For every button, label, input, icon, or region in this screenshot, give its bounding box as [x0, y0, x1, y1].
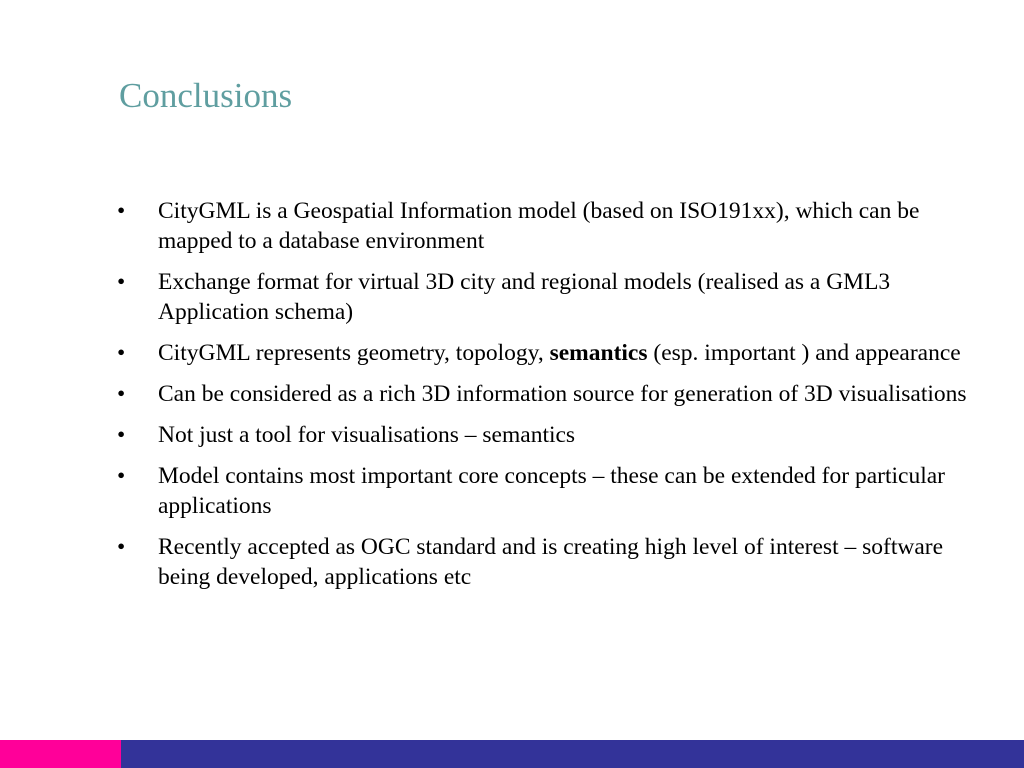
bullet-icon: • [117, 422, 126, 448]
bullet-text-part: Exchange format for virtual 3D city and regional models (realised as a GML3 Application schema) [158, 269, 891, 325]
bullet-icon: • [117, 340, 126, 366]
bullet-text-part: Can be considered as a rich 3D information source for generation of 3D visualisations [158, 381, 967, 407]
bullet-emphasis: semantics [549, 340, 648, 366]
bullet-text [158, 381, 967, 407]
slide-title: Conclusions [119, 76, 293, 115]
bullet-item [117, 461, 977, 521]
bullet-text [158, 422, 575, 448]
bullet-text-part: Not just a tool for visualisations – semantics [158, 422, 576, 448]
footer-bar [0, 740, 1024, 768]
bullet-text [158, 534, 943, 590]
bullet-icon: • [117, 381, 126, 407]
footer-accent-block [0, 740, 121, 768]
bullet-icon: • [117, 534, 126, 560]
bullet-text-part: Model contains most important core concepts – these can be extended for particular applications [158, 463, 945, 519]
bullet-text-part: (esp. important ) and appearance [647, 340, 961, 366]
bullet-item [117, 267, 977, 327]
bullet-icon: • [117, 198, 126, 224]
bullet-text-part: CityGML represents geometry, topology, [158, 340, 550, 366]
bullet-list [117, 196, 977, 603]
bullet-text [158, 198, 919, 254]
bullet-text-part: Recently accepted as OGC standard and is creating high level of interest – software being developed, applications etc [158, 534, 944, 590]
bullet-item [117, 420, 977, 450]
bullet-icon: • [117, 269, 126, 295]
bullet-text [158, 463, 945, 519]
bullet-icon: • [117, 463, 126, 489]
bullet-text [158, 269, 890, 325]
bullet-item [117, 338, 977, 368]
bullet-item [117, 532, 977, 592]
bullet-item [117, 196, 977, 256]
bullet-item [117, 379, 977, 409]
footer-main-block [121, 740, 1024, 768]
bullet-text [158, 340, 961, 366]
bullet-text-part: CityGML is a Geospatial Information model (based on ISO191xx), which can be mapped to a database environment [158, 198, 920, 254]
